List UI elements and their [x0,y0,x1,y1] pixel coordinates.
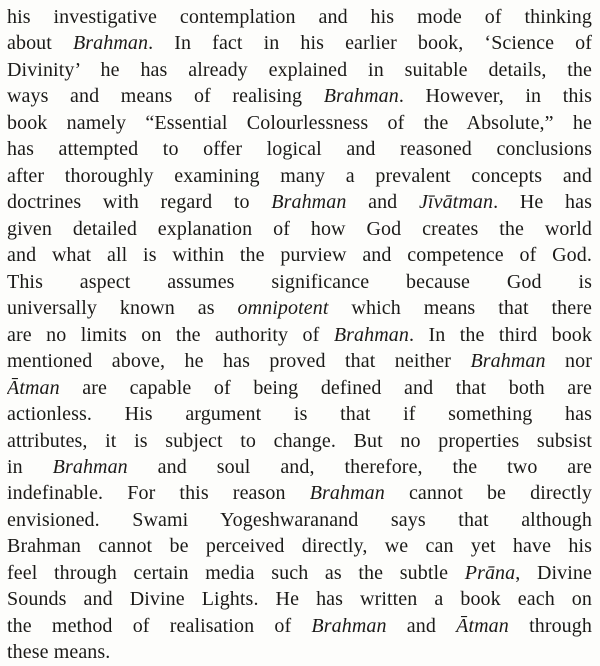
text-line [7,348,592,374]
text-segment: mentioned above, he has proved that neither [7,350,471,373]
text-segment: which means that there [328,297,592,320]
text-segment: and [386,614,457,637]
text-segment: has attempted to offer logical and reasoned conclusions [7,138,592,161]
text-segment: the method of realisation of [7,614,312,637]
text-segment: given detailed explanation of how God creates the world [7,217,592,240]
italic-term: Brahman [470,350,546,373]
text-segment: nor [545,350,592,373]
text-line [7,242,592,268]
text-segment: are capable of being defined and that both are [59,376,592,399]
text-line [7,295,592,321]
italic-term: Ātman [7,376,60,399]
text-segment: ways and means of realising [7,85,324,108]
text-segment: attributes, it is subject to change. But no properties subsist [7,429,592,452]
text-line [7,189,592,215]
text-segment: and [346,191,419,214]
text-segment: . However, in this [398,85,592,108]
text-segment: about [7,32,73,55]
italic-term: Brahman [323,85,399,108]
text-segment: Sounds and Divine Lights. He has written a book each on [7,588,592,611]
text-segment: cannot be directly [384,482,592,505]
text-segment: , Divine [515,561,592,584]
italic-term: Brahman [311,614,387,637]
text-line [7,216,592,242]
text-segment: universally known as [7,297,238,320]
text-line [7,613,592,639]
text-line [7,110,592,136]
text-segment: . In fact in his earlier book, ‘Science of [148,32,592,55]
text-segment: book namely “Essential Colourlessness of the Absolute,” he [7,111,592,134]
text-segment: . In the third book [409,323,592,346]
text-segment: doctrines with regard to [7,191,272,214]
text-segment: through [508,614,592,637]
text-segment: and soul and, therefore, the two are [127,455,592,478]
italic-term: omnipotent [237,297,329,320]
text-line [7,401,592,427]
text-line [7,4,592,30]
text-line [7,136,592,162]
text-segment: feel through certain media such as the subtle [7,561,465,584]
text-line [7,639,592,665]
text-line [7,375,592,401]
text-segment: after thoroughly examining many a prevalent concepts and [7,164,592,187]
text-segment: actionless. His argument is that if something has [7,403,592,426]
italic-term: Jīvātman [418,191,494,214]
text-line [7,322,592,348]
text-line [7,428,592,454]
italic-term: Brahman [333,323,409,346]
text-line [7,480,592,506]
text-segment: indefinable. For this reason [7,482,310,505]
text-line [7,163,592,189]
text-line [7,57,592,83]
text-line [7,533,592,559]
text-segment: in [7,455,53,478]
text-segment: are no limits on the authority of [7,323,334,346]
text-segment: Brahman cannot be perceived directly, we can yet have his [7,535,592,558]
text-line [7,454,592,480]
text-line [7,30,592,56]
text-segment: Divinity’ he has already explained in suitable details, the [7,58,592,81]
text-line [7,83,592,109]
text-line [7,560,592,586]
italic-term: Brahman [52,455,128,478]
paragraph [7,4,592,666]
text-segment: and what all is within the purview and competence of God. [7,244,592,267]
text-segment: . He has [493,191,592,214]
italic-term: Ātman [456,614,509,637]
text-segment: This aspect assumes significance because God is [7,270,592,293]
italic-term: Brahman [309,482,385,505]
text-line [7,507,592,533]
text-segment: envisioned. Swami Yogeshwaranand says that although [7,508,592,531]
text-segment: his investigative contemplation and his mode of thinking [7,6,592,28]
text-line [7,269,592,295]
text-segment: these means. [7,641,111,664]
italic-term: Brahman [72,32,149,55]
italic-term: Prāna [464,561,516,584]
text-line [7,586,592,612]
italic-term: Brahman [271,191,347,214]
